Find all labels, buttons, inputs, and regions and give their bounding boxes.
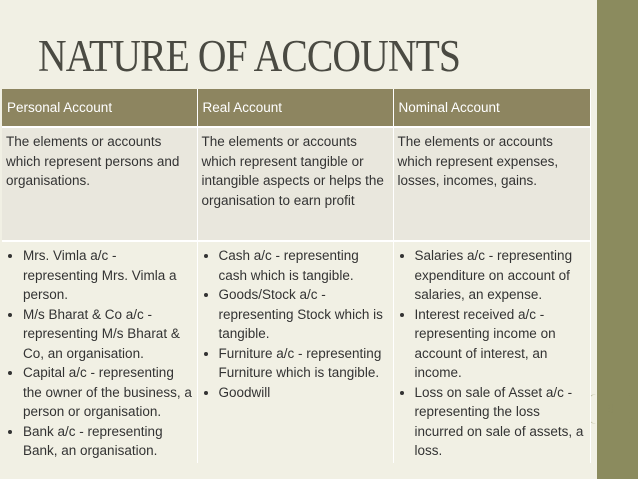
- accounts-table: [2, 89, 591, 463]
- examples-real-list: [202, 246, 389, 402]
- header-nominal-account: Nominal Account: [393, 89, 590, 127]
- list-item: • Bank a/c - representing Bank, an organisation.: [23, 422, 193, 461]
- page-number-value: 9: [607, 401, 615, 416]
- list-item: • M/s Bharat & Co a/c - representing M/s Bharat & Co, an organisation.: [23, 305, 193, 364]
- list-item: • Capital a/c - representing the owner of the business, a person or organisation.: [23, 363, 193, 422]
- list-item: • Loss on sale of Asset a/c - representing the loss incurred on sale of assets, a loss.: [415, 383, 586, 461]
- examples-personal: [2, 241, 197, 463]
- definition-personal: The elements or accounts which represent persons and organisations.: [2, 127, 197, 241]
- definition-row: [2, 127, 590, 241]
- definition-real: The elements or accounts which represent tangible or intangible aspects or helps the organisation to earn profit: [197, 127, 393, 241]
- examples-personal-list: [6, 246, 193, 461]
- examples-row: [2, 241, 590, 463]
- examples-real: [197, 241, 393, 463]
- table-header-row: [2, 89, 590, 127]
- list-item: • Cash a/c - representing cash which is tangible.: [219, 246, 389, 285]
- slide-title: NATURE OF ACCOUNTS: [38, 31, 461, 81]
- page-number-right-bracket: [624, 394, 633, 424]
- header-personal-account: Personal Account: [2, 89, 197, 127]
- list-item: • Interest received a/c - representing income on account of interest, an income.: [415, 305, 586, 383]
- page-number: [597, 394, 625, 424]
- list-item: • Goodwill: [219, 383, 389, 403]
- list-item: • Salaries a/c - representing expenditure on account of salaries, an expense.: [415, 246, 586, 305]
- definition-nominal: The elements or accounts which represent expenses, losses, incomes, gains.: [393, 127, 590, 241]
- list-item: • Goods/Stock a/c - representing Stock which is tangible.: [219, 285, 389, 344]
- list-item: • Furniture a/c - representing Furniture which is tangible.: [219, 344, 389, 383]
- list-item: • Mrs. Vimla a/c - representing Mrs. Vimla a person.: [23, 246, 193, 305]
- examples-nominal: [393, 241, 590, 463]
- header-real-account: Real Account: [197, 89, 393, 127]
- examples-nominal-list: [398, 246, 586, 461]
